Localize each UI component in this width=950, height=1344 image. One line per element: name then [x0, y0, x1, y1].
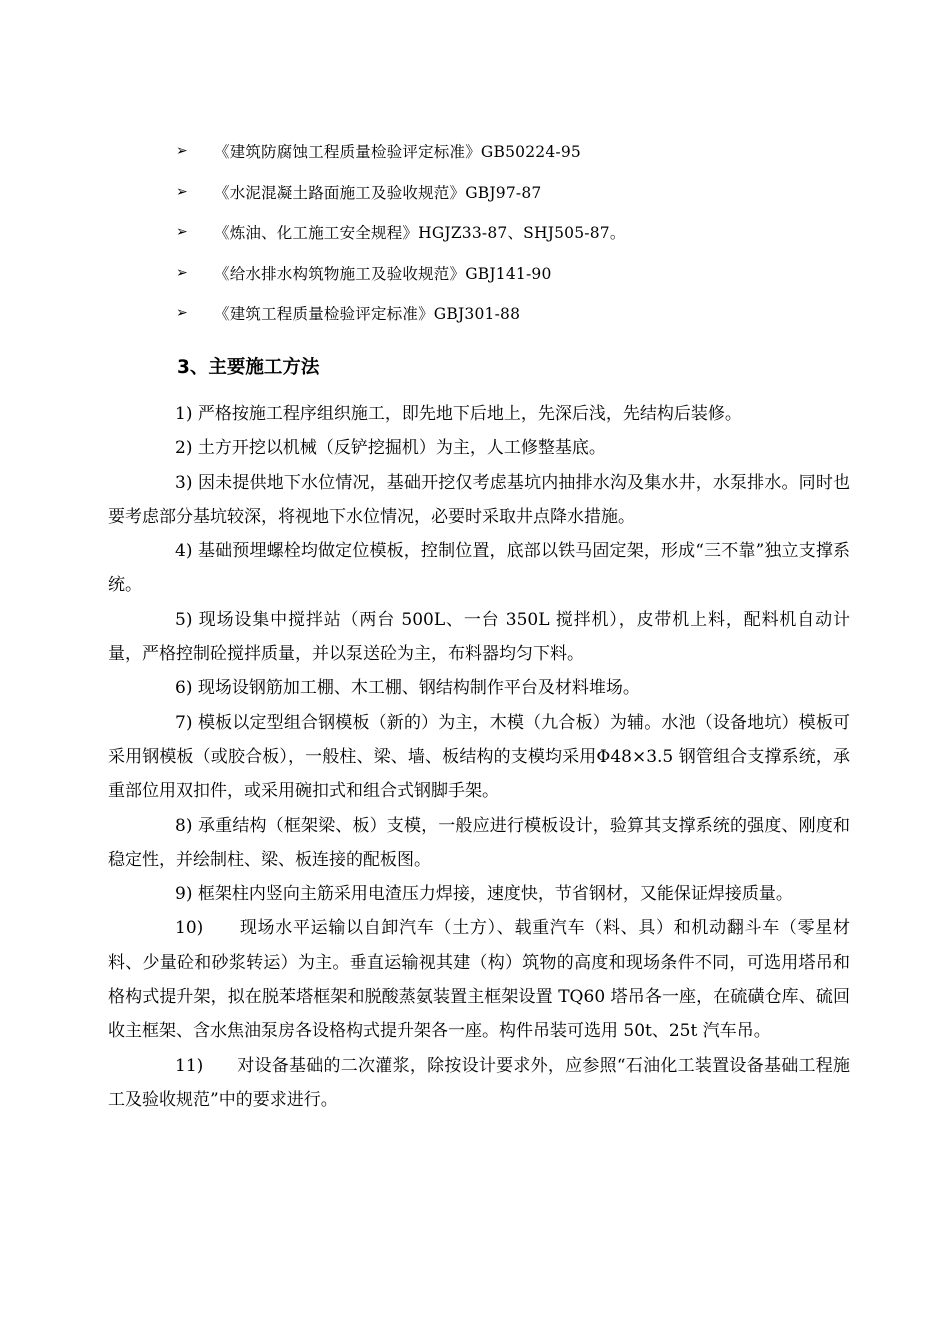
paragraph-7: 7) 模板以定型组合钢模板（新的）为主，木模（九合板）为辅。水池（设备地坑）模板可采用钢模板（或胶合板），一般柱、梁、墙、板结构的支模均采用Φ48×3.5 钢管组合支撑系统，承重部位用双扣件，或采用碗扣式和组合式钢脚手架。 [108, 712, 850, 802]
construction-methods-body [108, 397, 850, 1117]
list-item [176, 212, 816, 253]
list-item-text: 《建筑防腐蚀工程质量检验评定标准》GB50224-95 [214, 143, 581, 162]
section-heading: 3、主要施工方法 [177, 357, 320, 378]
arrow-bullet-icon: ➢ [176, 224, 188, 241]
paragraph-5: 5) 现场设集中搅拌站（两台 500L、一台 350L 搅拌机），皮带机上料，配料机自动计量，严格控制砼搅拌质量，并以泵送砼为主，布料器均匀下料。 [108, 609, 850, 665]
paragraph-6: 6) 现场设钢筋加工棚、木工棚、钢结构制作平台及材料堆场。 [175, 678, 640, 699]
list-item [176, 131, 816, 172]
paragraph-8: 8) 承重结构（框架梁、板）支模，一般应进行模板设计，验算其支撑系统的强度、刚度和稳定性，并绘制柱、梁、板连接的配板图。 [108, 815, 850, 870]
arrow-bullet-icon: ➢ [176, 264, 188, 281]
standards-list [176, 131, 816, 334]
paragraph-4: 4) 基础预埋螺栓均做定位模板，控制位置，底部以铁马固定架，形成“三不靠”独立支撑系统。 [108, 541, 850, 596]
paragraph-3: 3) 因未提供地下水位情况，基础开挖仅考虑基坑内抽排水沟及集水井，水泵排水。同时也要考虑部分基坑较深，将视地下水位情况，必要时采取井点降水措施。 [108, 472, 850, 527]
list-item-text: 《水泥混凝土路面施工及验收规范》GBJ97-87 [214, 183, 542, 202]
arrow-bullet-icon: ➢ [176, 143, 188, 160]
arrow-bullet-icon: ➢ [176, 305, 188, 322]
list-item-text: 《建筑工程质量检验评定标准》GBJ301-88 [214, 305, 521, 324]
paragraph-11: 11) 对设备基础的二次灌浆，除按设计要求外，应参照“石油化工装置设备基础工程施工及验收规范”中的要求进行。 [108, 1055, 850, 1110]
list-item-text: 《炼油、化工施工安全规程》HGJZ33-87、SHJ505-87。 [214, 224, 626, 243]
list-item [176, 172, 816, 213]
paragraph-10: 10) 现场水平运输以自卸汽车（土方）、载重汽车（料、具）和机动翻斗车（零星材料、少量砼和砂浆转运）为主。垂直运输视其建（构）筑物的高度和现场条件不同，可选用塔吊和格构式提升架，拟在脱苯塔框架和脱酸蒸氨装置主框架设置 TQ60 塔吊各一座，在硫磺仓库、硫回收主框架、含水焦油泵房各设格构式提升架各一座。构件吊装可选用 50t、25t 汽车吊。 [108, 918, 850, 1042]
paragraph-2: 2) 土方开挖以机械（反铲挖掘机）为主，人工修整基底。 [175, 438, 606, 459]
paragraph-9: 9) 框架柱内竖向主筋采用电渣压力焊接，速度快，节省钢材，又能保证焊接质量。 [175, 884, 793, 905]
paragraph-1: 1) 严格按施工程序组织施工，即先地下后地上，先深后浅，先结构后装修。 [175, 404, 742, 424]
list-item [176, 253, 816, 294]
list-item [176, 293, 816, 334]
arrow-bullet-icon: ➢ [176, 183, 188, 200]
list-item-text: 《给水排水构筑物施工及验收规范》GBJ141-90 [214, 264, 552, 283]
